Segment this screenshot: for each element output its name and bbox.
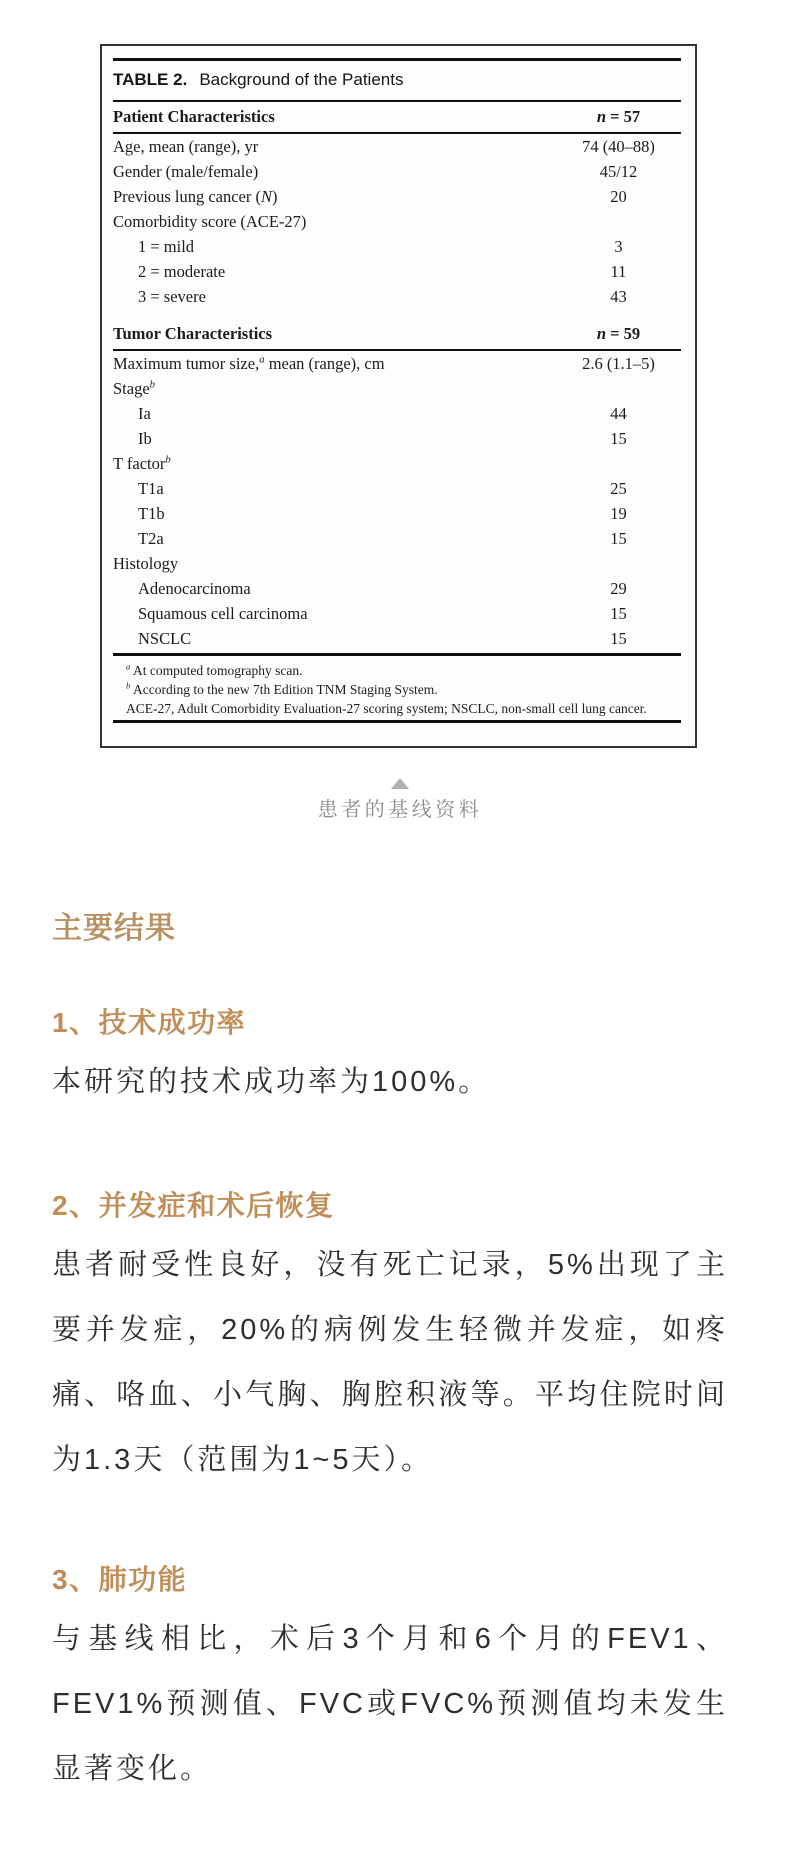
table-row-value [556,376,681,401]
table-row [113,351,681,376]
table-row-value [556,451,681,476]
table-section-header [102,319,695,349]
table-row-label: Squamous cell carcinoma [138,604,308,623]
table-row-label: Stage$^b$ [113,378,156,398]
table-n-label: n = 59 [596,324,641,343]
main-heading: 主要结果 [52,912,176,945]
table-section-header [102,102,695,132]
table-row [113,376,681,401]
table-row-value: 11 [610,262,627,281]
section-paragraph: 与基线相比，术后3个月和6个月的FEV1、FEV1%预测值、FVC或FVC%预测值均未发生显著变化。 [52,1623,728,1785]
table-row [113,476,681,501]
section-title: 2、并发症和术后恢复 [52,1190,335,1221]
table-row-label: T2a [138,529,164,548]
table-row-label: 1 = mild [138,237,195,256]
article-body [0,909,800,1802]
table-figure [100,44,697,748]
table-body-bottom-rule [113,653,681,656]
table-row-label: Comorbidity score (ACE-27) [113,212,307,231]
table-row-label: Ia [138,404,151,423]
table-row-value: 45/12 [599,162,638,181]
table-section-header-label: Patient Characteristics [113,107,275,126]
table-row-label: 2 = moderate [138,262,226,281]
table-row [113,626,681,651]
section-title: 3、肺功能 [52,1564,188,1595]
table-row [113,209,681,234]
table-row-value: 25 [610,479,627,498]
table-title-text: Background of the Patients [199,70,404,89]
table-row-value: 74 (40–88) [582,137,655,156]
table-footnote: ACE-27, Adult Comorbidity Evaluation-27 scoring system; NSCLC, non-small cell lung cancer. [126,701,647,716]
triangle-up-icon [391,778,409,789]
table-section-header-label: Tumor Characteristics [113,324,273,343]
table-section-body [102,351,695,651]
table-row [113,601,681,626]
table-row-label: Maximum tumor size,$^a$ mean (range), cm [113,353,385,373]
figure-caption-block [0,778,800,824]
table-row-value: 15 [610,604,627,623]
table-row [113,401,681,426]
table-row-value: 15 [610,529,627,548]
table-row-value: 44 [610,404,627,423]
table-row-label: T1a [138,479,164,498]
table-row [113,451,681,476]
table-row [113,526,681,551]
table-row [113,284,681,309]
article-page [0,44,800,1859]
table-top-rule [113,58,681,61]
table-row [113,184,681,209]
table-row [113,501,681,526]
section-title: 1、技术成功率 [52,1007,247,1038]
table-row-value [556,551,681,576]
table-row-value: 3 [614,237,623,256]
table-footnote: $^b$ According to the new 7th Edition TNM Staging System. [126,680,438,697]
table-row-value: 15 [610,629,627,648]
table-bottom-rule [113,720,681,723]
table-row-label: Gender (male/female) [113,162,259,181]
table-footnotes [113,661,681,718]
table-row [113,551,681,576]
table-title [113,67,681,93]
table-row [113,426,681,451]
table-row-value: 2.6 (1.1–5) [582,354,655,373]
table-row-label: 3 = severe [138,287,206,306]
table-row-label: NSCLC [138,629,192,648]
section-paragraph: 本研究的技术成功率为100%。 [52,1066,491,1098]
table-row-label: Ib [138,429,152,448]
table-row-value: 15 [610,429,627,448]
table-row [113,159,681,184]
table-n-label: n = 57 [596,107,641,126]
table-section-body [102,134,695,309]
table-row-value: 29 [610,579,627,598]
table-row-label: Adenocarcinoma [138,579,251,598]
table-row-label: Histology [113,554,179,573]
figure-caption: 患者的基线资料 [317,799,483,821]
table-row [113,134,681,159]
table-row-value [556,209,681,234]
table-row [113,576,681,601]
table-row [113,259,681,284]
table-footnote: $^a$ At computed tomography scan. [126,661,303,678]
table-row-value: 19 [610,504,627,523]
table-row-value: 20 [610,187,627,206]
table-title-label: TABLE 2. [113,70,188,89]
table-row [113,234,681,259]
table-row-value: 43 [610,287,627,306]
table-row-label: Age, mean (range), yr [113,137,259,156]
table-row-label: T factor$^b$ [113,453,171,473]
section-paragraph: 患者耐受性良好，没有死亡记录，5%出现了主要并发症，20%的病例发生轻微并发症，如疼痛、咯血、小气胸、胸腔积液等。平均住院时间为1.3天（范围为1~5天）。 [52,1249,728,1476]
table-row-label: Previous lung cancer (N) [113,187,278,206]
table-row-label: T1b [138,504,165,523]
